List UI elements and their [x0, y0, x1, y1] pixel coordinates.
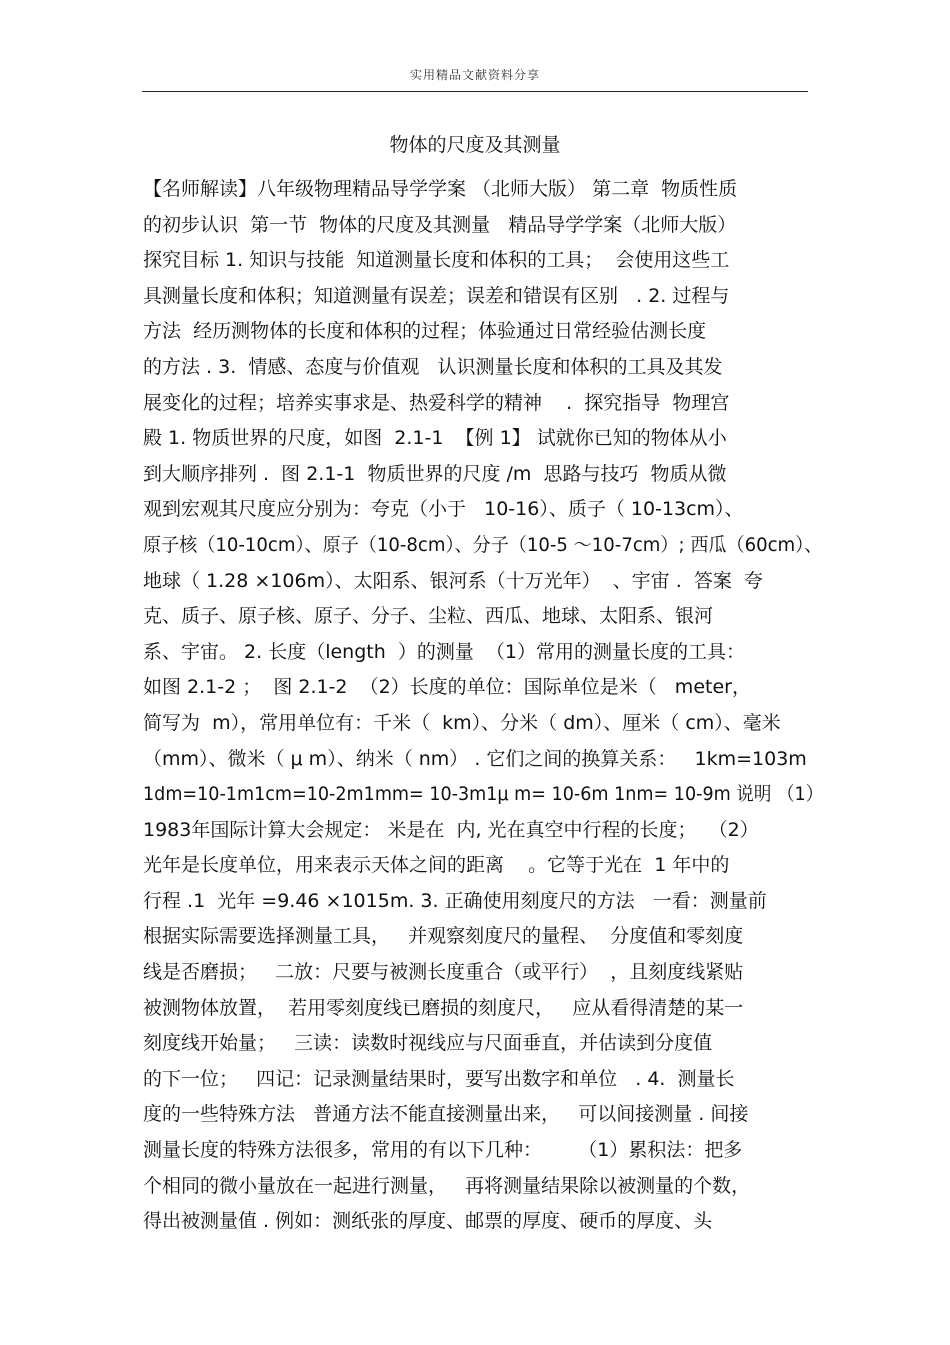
- body-line: 到大顺序排列 . 图 2.1-1 物质世界的尺度 /m 思路与技巧 物质从微: [143, 462, 727, 485]
- body-line: 度的一些特殊方法 普通方法不能直接测量出来， 可以间接测量 . 间接: [143, 1103, 749, 1126]
- body-line: 个相同的微小量放在一起进行测量， 再将测量结果除以被测量的个数，: [143, 1174, 751, 1197]
- page-header: 实用精品文献资料分享: [409, 68, 540, 82]
- body-line: 得出被测量值 . 例如：测纸张的厚度、邮票的厚度、硬币的厚度、头: [143, 1210, 713, 1233]
- body-line: 线是否磨损； 二放：尺要与被测长度重合（或平行） ，且刻度线紧贴: [143, 961, 744, 984]
- body-line: 系、宇宙。 2. 长度（length ）的测量 （1）常用的测量长度的工具：: [143, 640, 746, 663]
- body-line: 简写为 m），常用单位有：千米（ km）、分米（ dm）、厘米（ cm）、毫米: [143, 711, 781, 734]
- document-body: [143, 172, 823, 1240]
- body-line: 行程 .1 光年 =9.46 ×1015m. 3. 正确使用刻度尺的方法 一看：测量前: [143, 889, 767, 912]
- body-line: 殿 1. 物质世界的尺度，如图 2.1-1 【例 1】 试就你已知的物体从小: [143, 427, 727, 450]
- body-line: 原子核（10-10cm）、原子（10-8cm）、分子（10-5 ～10-7cm）; 西瓜（60cm）、: [143, 533, 823, 556]
- body-line: 展变化的过程；培养实事求是、热爱科学的精神 . 探究指导 物理宫: [143, 391, 730, 414]
- body-line: 具测量长度和体积；知道测量有误差；误差和错误有区别 . 2. 过程与: [143, 284, 730, 307]
- body-line: 的方法 . 3. 情感、态度与价值观 认识测量长度和体积的工具及其发: [143, 355, 723, 378]
- body-line: 的初步认识 第一节 物体的尺度及其测量 精品导学学案（北师大版）: [143, 213, 737, 236]
- body-line: 【名师解读】八年级物理精品导学学案 （北师大版） 第二章 物质性质: [143, 178, 738, 200]
- body-line: 的下一位； 四记：记录测量结果时，要写出数字和单位 . 4. 测量长: [143, 1067, 735, 1090]
- body-line: 探究目标 1. 知识与技能 知道测量长度和体积的工具； 会使用这些工: [143, 249, 730, 272]
- body-line: 方法 经历测物体的长度和体积的过程；体验通过日常经验估测长度: [143, 320, 707, 343]
- body-line: 观到宏观其尺度应分别为：夸克（小于 10-16）、质子（ 10-13cm）、: [143, 498, 744, 521]
- body-line: 刻度线开始量； 三读：读数时视线应与尺面垂直，并估读到分度值: [143, 1032, 713, 1055]
- document-title: 物体的尺度及其测量: [389, 134, 561, 156]
- body-line: 1983年国际计算大会规定： 米是在 内, 光在真空中行程的长度； （2）: [143, 818, 759, 841]
- body-line: （mm）、微米（ μ m）、纳米（ nm） . 它们之间的换算关系： 1km=103m: [143, 747, 807, 770]
- body-line: 克、质子、原子核、原子、分子、尘粒、西瓜、地球、太阳系、银河: [143, 605, 714, 628]
- body-line: 被测物体放置， 若用零刻度线已磨损的刻度尺， 应从看得清楚的某一: [143, 996, 744, 1019]
- header-divider: [142, 91, 808, 92]
- body-line: 如图 2.1-2 ； 图 2.1-2 （2）长度的单位：国际单位是米（ meter，: [143, 676, 751, 699]
- body-line: 测量长度的特殊方法很多，常用的有以下几种： （1）累积法：把多: [143, 1139, 743, 1162]
- body-line: 根据实际需要选择测量工具， 并观察刻度尺的量程、 分度值和零刻度: [143, 925, 744, 948]
- body-line: 1dm=10-1m1cm=10-2m1mm= 10-3m1μ m= 10-6m 1nm= 10-9m 说明 （1）: [143, 783, 824, 806]
- body-line: 光年是长度单位，用来表示天体之间的距离 。它等于光在 1 年中的: [143, 854, 730, 877]
- body-line: 地球（ 1.28 ×106m）、太阳系、银河系（十万光年） 、宇宙 . 答案 夸: [143, 569, 763, 592]
